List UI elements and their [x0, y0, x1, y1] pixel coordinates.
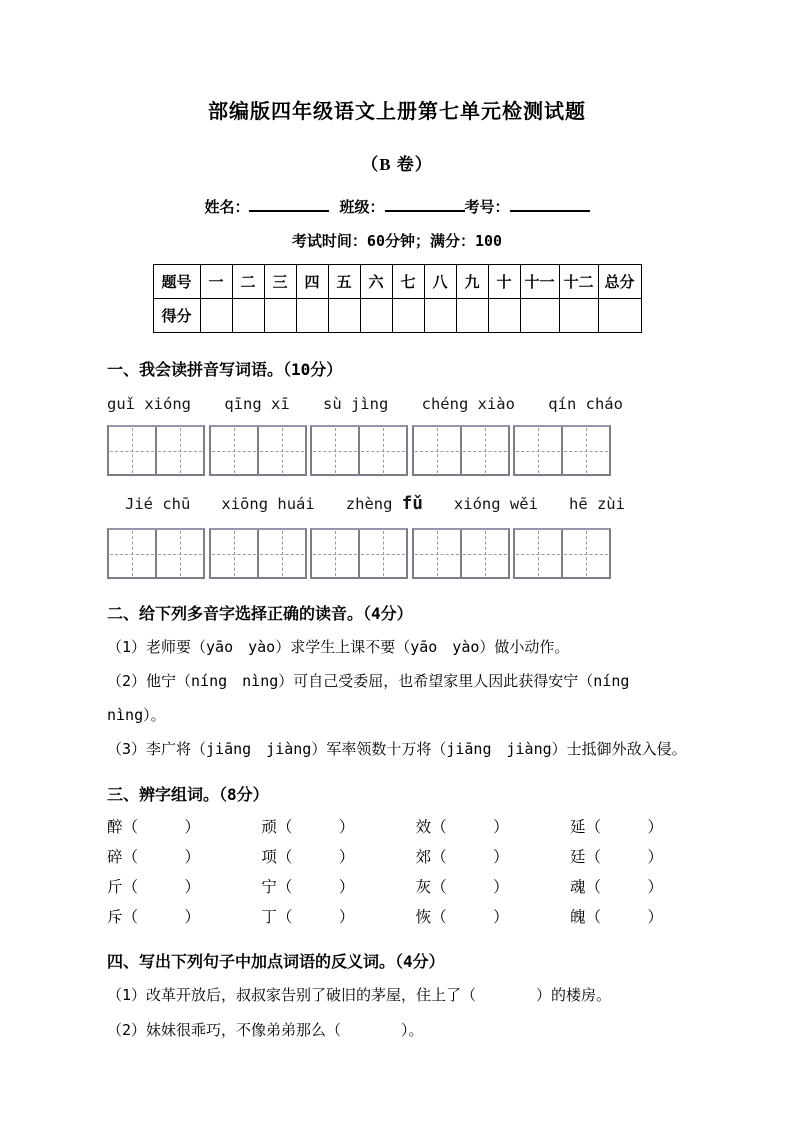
- word-group-item: 灰（ ）: [415, 879, 509, 896]
- grid-cell: [414, 427, 460, 474]
- writing-grid-group: [513, 425, 611, 476]
- score-cell-empty: [360, 299, 392, 333]
- score-cell-empty: [424, 299, 456, 333]
- writing-grid-group: [513, 528, 611, 579]
- question-item: （1）老师要（yāo yào）求学生上课不要（yāo yào）做小动作。: [107, 638, 570, 656]
- grid-cell: [257, 530, 305, 577]
- score-cell-empty: [392, 299, 424, 333]
- pinyin-word: chéng xiào: [421, 395, 515, 413]
- pinyin-word: hē zùi: [568, 495, 625, 513]
- score-header-cell: 八: [424, 265, 456, 299]
- word-group-item: 丁（ ）: [261, 909, 355, 926]
- score-row-label: 得分: [153, 299, 200, 333]
- writing-grid-row-1: [107, 425, 611, 476]
- score-cell-empty: [520, 299, 559, 333]
- pinyin-word: qīng xī: [224, 395, 290, 413]
- score-cell-empty: [559, 299, 598, 333]
- writing-grid-group: [107, 528, 205, 579]
- score-header-cell: 二: [232, 265, 264, 299]
- section-4-questions: [107, 978, 694, 1048]
- question-item: （2）妹妹很乖巧，不像弟弟那么（ ）。: [107, 1021, 424, 1039]
- score-cell-empty: [598, 299, 641, 333]
- pinyin-word: zhèng fǔ: [345, 494, 423, 514]
- score-header-cell: 九: [456, 265, 488, 299]
- name-label: 姓名：: [204, 200, 250, 216]
- section-2-questions: [107, 630, 694, 766]
- pinyin-word: qín cháo: [548, 395, 623, 413]
- word-group-item: 魄（ ）: [569, 909, 663, 926]
- grid-cell: [257, 427, 305, 474]
- score-header-cell: 题号: [153, 265, 200, 299]
- grid-cell: [515, 530, 561, 577]
- grid-cell: [312, 530, 358, 577]
- word-group-item: 顽（ ）: [261, 819, 355, 836]
- word-group-row: [107, 843, 663, 873]
- grid-cell: [561, 530, 609, 577]
- section-2-heading: 二、给下列多音字选择正确的读音。（4分）: [107, 604, 413, 623]
- pinyin-word: xióng wěi: [453, 495, 538, 513]
- word-group-item: 效（ ）: [415, 819, 509, 836]
- word-group-item: 斥（ ）: [107, 909, 201, 926]
- score-table-score-row: [153, 299, 641, 333]
- writing-grid-group: [310, 528, 408, 579]
- word-group-item: 醉（ ）: [107, 819, 201, 836]
- examno-blank-line: [510, 197, 590, 212]
- question-item: （2）他宁（níng nìng）可自己受委屈，也希望家里人因此获得安宁（níng nìng）。: [107, 672, 645, 724]
- pinyin-row-1: [107, 395, 623, 413]
- pinyin-row-2: [125, 494, 625, 514]
- section-4-heading: 四、写出下列句子中加点词语的反义词。（4分）: [107, 952, 445, 971]
- exam-subtitle: （B 卷）: [361, 155, 433, 174]
- score-header-cell: 一: [200, 265, 232, 299]
- pinyin-word: xiōng huái: [221, 495, 315, 513]
- grid-cell: [155, 530, 203, 577]
- score-header-cell: 三: [264, 265, 296, 299]
- grid-cell: [515, 427, 561, 474]
- score-cell-empty: [200, 299, 232, 333]
- word-group-row: [107, 903, 663, 933]
- section-3-word-groups: [107, 813, 694, 933]
- grid-cell: [460, 530, 508, 577]
- score-header-cell: 十二: [559, 265, 598, 299]
- word-group-row: [107, 873, 663, 903]
- score-cell-empty: [456, 299, 488, 333]
- score-header-cell: 十: [488, 265, 520, 299]
- writing-grid-group: [412, 528, 510, 579]
- pinyin-word: guǐ xióng: [107, 395, 191, 413]
- word-group-item: 恢（ ）: [415, 909, 509, 926]
- score-header-cell: 六: [360, 265, 392, 299]
- score-header-cell: 七: [392, 265, 424, 299]
- writing-grid-group: [310, 425, 408, 476]
- question-item: （3）李广将（jiāng jiàng）军率领数十万将（jiāng jiàng）士抵御外敌入侵。: [107, 740, 687, 758]
- score-table-header-row: [153, 265, 641, 299]
- writing-grid-group: [209, 425, 307, 476]
- pinyin-word: Jié chū: [125, 495, 191, 513]
- pinyin-word: sù jìng: [322, 395, 389, 413]
- word-group-item: 魂（ ）: [569, 879, 663, 896]
- word-group-item: 宁（ ）: [261, 879, 355, 896]
- writing-grid-group: [209, 528, 307, 579]
- score-cell-empty: [328, 299, 360, 333]
- writing-grid-row-2: [107, 528, 611, 579]
- word-group-item: 郊（ ）: [415, 849, 509, 866]
- score-cell-empty: [232, 299, 264, 333]
- exam-time-info: 考试时间：60分钟；满分：100: [291, 232, 503, 250]
- grid-cell: [155, 427, 203, 474]
- writing-grid-group: [412, 425, 510, 476]
- class-blank-line: [385, 197, 465, 212]
- student-info-line: [0, 196, 794, 217]
- grid-cell: [312, 427, 358, 474]
- writing-grid-group: [107, 425, 205, 476]
- word-group-item: 延（ ）: [569, 819, 663, 836]
- section-1-heading: 一、我会读拼音写词语。（10分）: [107, 360, 343, 379]
- examno-label: 考号：: [464, 200, 510, 216]
- grid-cell: [414, 530, 460, 577]
- score-cell-empty: [488, 299, 520, 333]
- word-group-item: 斤（ ）: [107, 879, 201, 896]
- grid-cell: [211, 530, 257, 577]
- grid-cell: [561, 427, 609, 474]
- score-cell-empty: [264, 299, 296, 333]
- word-group-item: 廷（ ）: [569, 849, 663, 866]
- score-header-cell: 十一: [520, 265, 559, 299]
- word-group-row: [107, 813, 663, 843]
- score-header-cell: 五: [328, 265, 360, 299]
- grid-cell: [358, 427, 406, 474]
- score-header-cell: 总分: [598, 265, 641, 299]
- section-3-heading: 三、辨字组词。（8分）: [107, 785, 269, 804]
- grid-cell: [109, 427, 155, 474]
- score-cell-empty: [296, 299, 328, 333]
- exam-title: 部编版四年级语文上册第七单元检测试题: [208, 101, 586, 123]
- grid-cell: [358, 530, 406, 577]
- name-blank-line: [249, 197, 329, 212]
- grid-cell: [109, 530, 155, 577]
- score-table: [153, 264, 642, 333]
- question-item: （1）改革开放后，叔叔家告别了破旧的茅屋，住上了（ ）的楼房。: [107, 986, 612, 1004]
- class-label: 班级：: [339, 200, 385, 216]
- grid-cell: [211, 427, 257, 474]
- word-group-item: 项（ ）: [261, 849, 355, 866]
- word-group-item: 碎（ ）: [107, 849, 201, 866]
- score-header-cell: 四: [296, 265, 328, 299]
- grid-cell: [460, 427, 508, 474]
